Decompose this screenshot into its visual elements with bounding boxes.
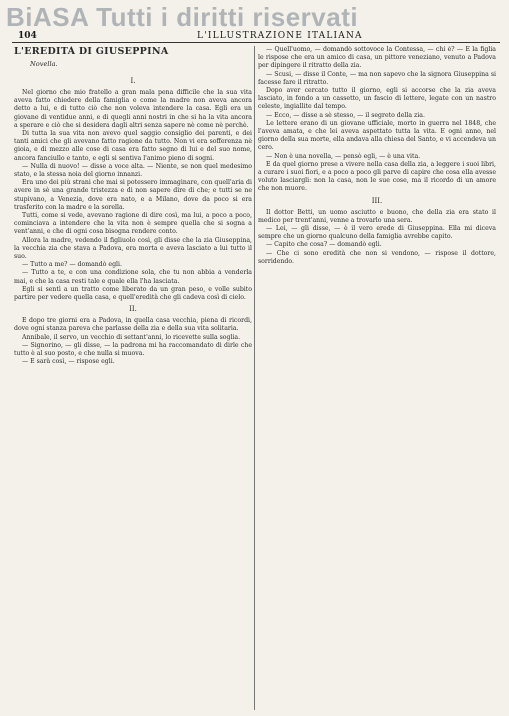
- watermark-text: BiASA Tutti i diritti riservati: [6, 2, 359, 32]
- paragraph: Annibale, il servo, un vecchio di settant'anni, lo ricevette sulla soglia.: [22, 333, 241, 341]
- paragraph: — Tutto a te, e con una condizione sola, che tu non abbia a venderla mai, e che la casa resti tale e quale ella l'ha lasciata.: [14, 269, 252, 285]
- paragraph: — Scusi, — disse il Conte, — ma non sapevo che la signora Giuseppina si facesse fare il ritratto.: [258, 70, 496, 86]
- paragraph: — Tutto a me? — domandò egli.: [22, 261, 122, 269]
- paragraph: Egli si sentì a un tratto come liberato da un gran peso, e volle subito partire per vedere quella casa, e quell'eredità che gli cadeva così di cielo.: [14, 285, 252, 302]
- page-header: [12, 30, 500, 43]
- section-mark: I.: [130, 77, 136, 85]
- paragraph: — Nulla di nuovo! — disse a voce alta. — Niente, se non quel medesimo stato, e la stessa noia del giorno innanzi.: [14, 162, 252, 179]
- paragraph: Le lettere erano di un giovane ufficiale, morto in guerra nel 1848, che l'aveva amata, e che lei aveva aspettato tutta la vita. E ogni anno, nel giorno della sua morte, ella andava alla chiesa del Santo, e vi accendeva un cero.: [258, 119, 496, 152]
- paragraph: — Signorino, — gli disse, — la padrona mi ha raccomandato di dirle che tutto è al suo posto, e che nulla si muova.: [14, 341, 252, 358]
- article-title: L'EREDITÀ DI GIUSEPPINA: [14, 46, 169, 57]
- paragraph: Era uno dei più strani che mai si potessero immaginare, con quell'aria di avere in sè una grande tristezza e di non sapere dire di che; e tutti se ne stupivano, a Venezia, dove era nato, e a Milano, dove da poco si era trasferito con la madre e la sorella.: [14, 179, 252, 211]
- article-subtitle: Novella.: [30, 60, 58, 68]
- paragraph: E dopo tre giorni era a Padova, in quella casa vecchia, piena di ricordi, dove ogni stanza pareva che parlasse della zia e della sua vita solitaria.: [14, 317, 252, 333]
- paragraph: — E sarà così, — rispose egli.: [22, 358, 115, 366]
- right-column: [258, 46, 496, 710]
- column-divider: [254, 46, 255, 710]
- paragraph: Dopo aver cercato tutto il giorno, egli si accorse che la zia aveva lasciato, in fondo a un cassetto, un fascio di lettere, legate con un nastro celeste, ingiallite dal tempo.: [258, 87, 496, 111]
- paragraph: — Quell'uomo, — domandò sottovoce la Contessa, — chi è? — E la figlia le rispose che era un amico di casa, un pittore veneziano, venuto a Padova per dipingere il ritratto della zia.: [258, 46, 496, 70]
- paragraph: Il dottor Betti, un uomo asciutto e buono, che della zia era stato il medico per trent'anni, venne a trovarlo una sera.: [258, 208, 496, 224]
- section-mark: III.: [371, 196, 383, 205]
- paragraph: Allora la madre, vedendo il figliuolo così, gli disse che la zia Giuseppina, la vecchia zia che stava a Padova, era morta e aveva lasciato a lui tutto il suo.: [14, 236, 252, 261]
- paragraph: E da quel giorno prese a vivere nella casa della zia, a leggere i suoi libri, a curare i suoi fiori, e a poco a poco gli parve di capire che cosa ella avesse voluto lasciargli: non la casa, non le sue cose, ma il ricordo di un amore che non muore.: [258, 160, 496, 193]
- paragraph: — Capito che cosa? — domandò egli.: [266, 241, 382, 249]
- paragraph: — Lei, — gli disse, — è il vero erede di Giuseppina. Ella mi diceva sempre che un giorno qualcuno della famiglia avrebbe capito.: [258, 225, 496, 241]
- paragraph: Tutti, come si vede, avevano ragione di dire così, ma lui, a poco a poco, cominciava a intendere che la vita non è sempre quella che si sogna a vent'anni, e che di ogni cosa bisogna rendere conto.: [14, 212, 252, 236]
- section-mark: II.: [129, 305, 137, 314]
- page-number: 104: [18, 31, 37, 41]
- paragraph: — Ecco, — disse a sè stesso, — il segreto della zia.: [266, 111, 425, 119]
- paragraph: — Che ci sono eredità che non si vendono, — rispose il dottore, sorridendo.: [258, 249, 496, 265]
- watermark: [6, 2, 506, 32]
- paragraph: — Non è una novella, — pensò egli, — è una vita.: [266, 152, 421, 160]
- paragraph: Nel giorno che mio fratello a gran mala pena difficile che la sua vita aveva fatto chiedere della famiglia e come la madre non aveva ancora detto a lui, e di tutto ciò che non voleva intendere la casa. Egli era un giovane di ventidue anni, e di quegli anni nostri in che si ha la vita ancora a sperare e ciò che si desidera dagli altri senza sapere nè come nè perchè.: [14, 89, 252, 129]
- left-column: [14, 46, 252, 710]
- paragraph: Di tutta la sua vita non avevo quel saggio consiglio dei parenti, e dei tanti amici che gli avevano fatto ragione da tutto. Non vi era sofferenza nè gioia, e di mezzo alle cose di casa era fatto segno di lui e del suo nome, ancora fanciullo e tanto, e egli si sentiva l'animo pieno di sogni.: [14, 130, 252, 162]
- running-title: L'ILLUSTRAZIONE ITALIANA: [197, 31, 363, 41]
